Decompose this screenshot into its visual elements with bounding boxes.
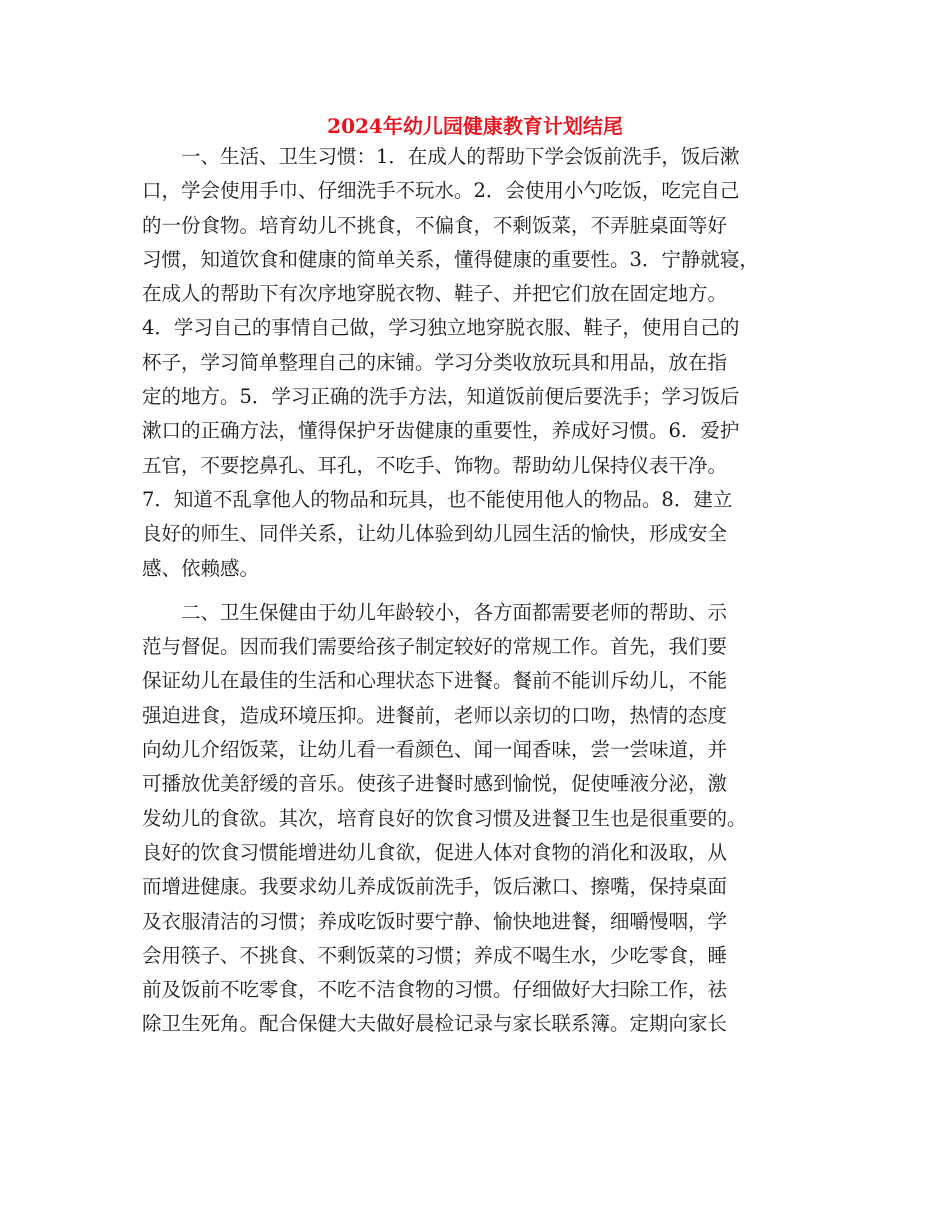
paragraph-line: 一、生活、卫生习惯：1．在成人的帮助下学会饭前洗手，饭后漱: [142, 145, 740, 168]
paragraph-line: 良好的师生、同伴关系，让幼儿体验到幼儿园生活的愉快，形成安全: [142, 522, 728, 546]
paragraph-line: 口，学会使用手巾、仔细洗手不玩水。2．会使用小勺吃饭，吃完自己: [142, 179, 740, 203]
document-body: [142, 140, 802, 1042]
paragraph-line: 7．知道不乱拿他人的物品和玩具，也不能使用他人的物品。8．建立: [142, 487, 733, 511]
paragraph-line: 强迫进食，造成环境压抑。进餐前，老师以亲切的口吻，热情的态度: [142, 703, 728, 727]
paragraph-line: 前及饭前不吃零食，不吃不洁食物的习惯。仔细做好大扫除工作，祛: [142, 978, 728, 1002]
paragraph-spacer: [142, 586, 802, 596]
paragraph-line: 可播放优美舒缓的音乐。使孩子进餐时感到愉悦，促使唾液分泌，激: [142, 772, 728, 796]
paragraph-line: 定的地方。5．学习正确的洗手方法，知道饭前便后要洗手；学习饭后: [142, 385, 740, 409]
paragraph-line: 除卫生死角。配合保健大夫做好晨检记录与家长联系簿。定期向家长: [142, 1012, 728, 1036]
paragraph-line: 的一份食物。培育幼儿不挑食，不偏食，不剩饭菜，不弄脏桌面等好: [142, 213, 728, 237]
paragraph-line: 4．学习自己的事情自己做，学习独立地穿脱衣服、鞋子，使用自己的: [142, 316, 740, 340]
paragraph-line: 及衣服清洁的习惯；养成吃饭时要宁静、愉快地进餐，细嚼慢咽，学: [142, 909, 728, 933]
paragraph-line: 范与督促。因而我们需要给孩子制定较好的常规工作。首先，我们要: [142, 635, 728, 659]
paragraph-line: 杯子，学习简单整理自己的床铺。学习分类收放玩具和用品，放在指: [142, 350, 728, 374]
paragraph-line: 发幼儿的食欲。其次，培育良好的饮食习惯及进餐卫生也是很重要的。: [142, 806, 747, 830]
paragraph-line: 而增进健康。我要求幼儿养成饭前洗手，饭后漱口、擦嘴，保持桌面: [142, 875, 728, 899]
paragraph-line: 在成人的帮助下有次序地穿脱衣物、鞋子、并把它们放在固定地方。: [142, 282, 728, 306]
paragraph-1: [142, 140, 802, 586]
paragraph-line: 感、依赖感。: [142, 556, 260, 580]
paragraph-line: 良好的饮食习惯能增进幼儿食欲，促进人体对食物的消化和汲取，从: [142, 840, 728, 864]
paragraph-2: [142, 596, 802, 1042]
paragraph-line: 漱口的正确方法，懂得保护牙齿健康的重要性，养成好习惯。6．爱护: [142, 419, 740, 443]
paragraph-line: 会用筷子、不挑食、不剩饭菜的习惯；养成不喝生水，少吃零食，睡: [142, 943, 728, 967]
paragraph-line: 五官，不要挖鼻孔、耳孔，不吃手、饰物。帮助幼儿保持仪表干净。: [142, 453, 728, 477]
paragraph-line: 保证幼儿在最佳的生活和心理状态下进餐。餐前不能训斥幼儿，不能: [142, 669, 728, 693]
paragraph-line: 二、卫生保健由于幼儿年龄较小，各方面都需要老师的帮助、示: [142, 600, 728, 624]
document-title: 2024年幼儿园健康教育计划结尾: [327, 114, 623, 138]
paragraph-line: 习惯，知道饮食和健康的简单关系，懂得健康的重要性。3．宁静就寝，: [142, 247, 759, 271]
paragraph-line: 向幼儿介绍饭菜，让幼儿看一看颜色、闻一闻香味，尝一尝味道，并: [142, 738, 728, 762]
